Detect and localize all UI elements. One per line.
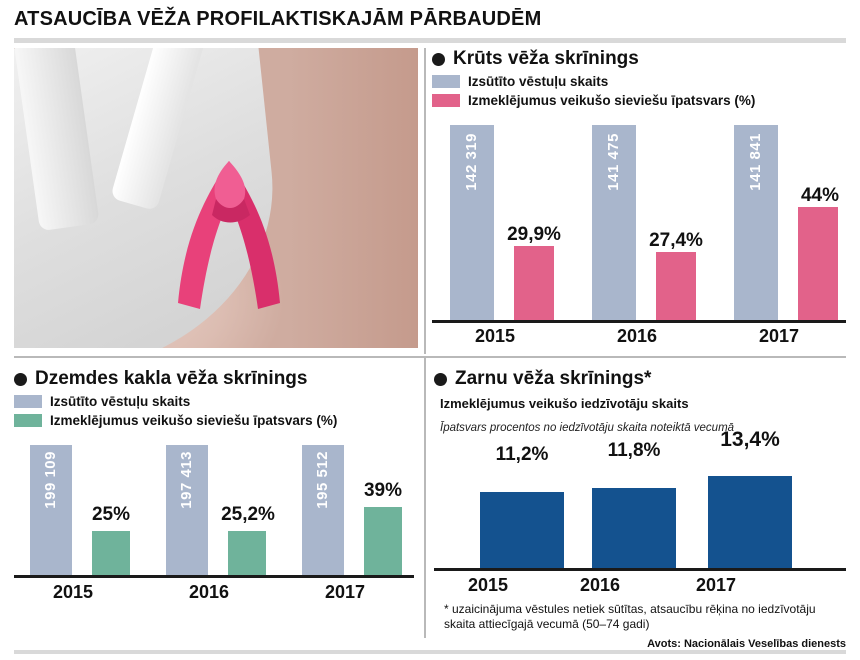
bottom-divider	[14, 650, 846, 654]
cervix-xtick-2017: 2017	[324, 582, 366, 602]
colon-title-text: Zarnu vēža skrīnings*	[455, 368, 652, 389]
cervix-legend-item-share	[14, 413, 414, 428]
bar-colon-2016	[592, 488, 676, 568]
bar-label-letters-2016: 197 413	[178, 451, 195, 509]
breast-title-text: Krūts vēža skrīnings	[453, 48, 639, 69]
bar-share-2016	[228, 531, 266, 575]
bar-letters-2015	[450, 125, 494, 320]
cervix-axis-line	[14, 575, 414, 578]
bar-colon-2017	[708, 476, 792, 568]
bar-colon-2015	[480, 492, 564, 568]
source-credit: Avots: Nacionālais Veselības dienests	[647, 638, 846, 650]
page-title: ATSAUCĪBA VĒŽA PROFILAKTISKAJĀM PĀRBAUDĒM	[14, 8, 542, 30]
bar-letters-2016	[592, 125, 636, 320]
breast-axis-line	[432, 320, 846, 323]
colon-note-italic: Īpatsvars procentos no iedzīvotāju skaita noteiktā vecumā	[440, 422, 735, 434]
bar-label-letters-2015: 199 109	[42, 451, 59, 509]
bar-share-2015	[514, 246, 554, 320]
bullet-icon	[432, 53, 445, 66]
legend-swatch-share	[14, 414, 42, 427]
bar-label-share-2017: 39%	[363, 480, 403, 501]
bar-label-letters-2017: 195 512	[314, 451, 331, 509]
legend-swatch-share	[432, 94, 460, 107]
colon-panel-title	[434, 368, 846, 390]
bullet-icon	[14, 373, 27, 386]
bar-letters-2016	[166, 445, 208, 575]
breast-panel-title	[432, 48, 846, 70]
cervix-legend-item-letters	[14, 394, 414, 409]
breast-legend-item-letters	[432, 74, 846, 89]
colon-footnote: * uzaicinājuma vēstules netiek sūtītas, atsaucību rēķina no iedzīvotāju skaita attiecīgajā vecumā (50–74 gadi)	[444, 602, 816, 631]
bar-share-2016	[656, 252, 696, 320]
bullet-icon	[434, 373, 447, 386]
pink-ribbon-icon	[164, 153, 294, 313]
colon-panel-header	[434, 368, 846, 390]
colon-xtick-2017: 2017	[695, 575, 737, 595]
bar-label-colon-2016: 11,8%	[607, 440, 661, 461]
colon-subtitle: Izmeklējumus veikušo iedzīvotāju skaits	[440, 396, 689, 411]
bar-label-colon-2017: 13,4%	[720, 428, 780, 451]
cervix-panel-header	[14, 368, 414, 428]
cervix-panel-title	[14, 368, 414, 390]
colon-axis-line	[434, 568, 846, 571]
pink-ribbon-photo	[14, 48, 418, 348]
legend-swatch-letters	[14, 395, 42, 408]
cervix-xtick-2015: 2015	[52, 582, 94, 602]
bar-label-share-2015: 29,9%	[507, 224, 561, 245]
bar-share-2017	[364, 507, 402, 575]
breast-chart-plot	[432, 120, 846, 320]
legend-label-share: Izmeklējumus veikušo sieviešu īpatsvars (%)	[468, 93, 756, 108]
bar-label-share-2016: 27,4%	[649, 230, 703, 251]
breast-xtick-2017: 2017	[758, 326, 800, 346]
breast-panel-header	[432, 48, 846, 108]
legend-label-letters: Izsūtīto vēstuļu skaits	[468, 74, 609, 89]
bar-label-letters-2016: 141 475	[605, 133, 622, 191]
bar-label-share-2016: 25,2%	[221, 504, 275, 525]
mid-divider-horizontal	[14, 356, 846, 358]
bar-label-letters-2015: 142 319	[463, 133, 480, 191]
photo-shadow	[288, 48, 418, 348]
cervix-xtick-2016: 2016	[188, 582, 230, 602]
colon-xtick-2015: 2015	[467, 575, 509, 595]
bar-label-share-2015: 25%	[91, 504, 131, 525]
colon-xtick-2016: 2016	[579, 575, 621, 595]
legend-swatch-letters	[432, 75, 460, 88]
header	[14, 8, 846, 38]
header-divider	[14, 38, 846, 43]
top-divider-vertical	[424, 48, 426, 354]
bar-label-colon-2015: 11,2%	[495, 444, 549, 465]
breast-legend-item-share	[432, 93, 846, 108]
breast-xtick-2015: 2015	[474, 326, 516, 346]
bar-letters-2015	[30, 445, 72, 575]
cervix-chart-plot	[14, 440, 414, 575]
bar-letters-2017	[734, 125, 778, 320]
bar-label-share-2017: 44%	[800, 185, 840, 206]
bar-letters-2017	[302, 445, 344, 575]
bar-share-2017	[798, 207, 838, 320]
legend-label-share: Izmeklējumus veikušo sieviešu īpatsvars (%)	[50, 413, 338, 428]
breast-xtick-2016: 2016	[616, 326, 658, 346]
bar-share-2015	[92, 531, 130, 575]
cervix-title-text: Dzemdes kakla vēža skrīnings	[35, 368, 308, 389]
bar-label-letters-2017: 141 841	[747, 133, 764, 191]
mid-divider-vertical	[424, 358, 426, 638]
legend-label-letters: Izsūtīto vēstuļu skaits	[50, 394, 191, 409]
